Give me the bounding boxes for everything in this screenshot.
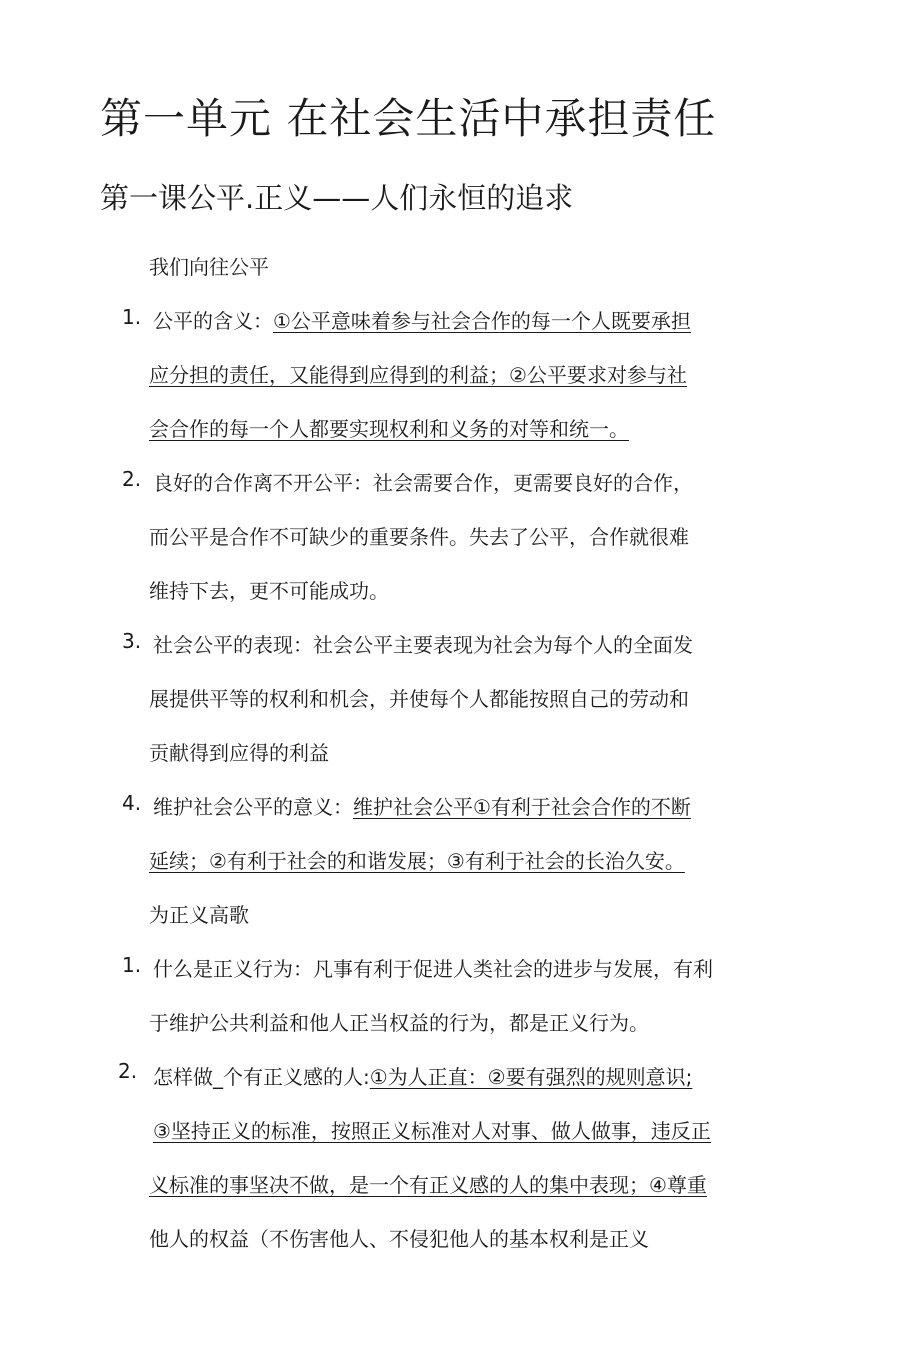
text-line: ③坚持正义的标准，按照正义标准对人对事、做人做事，违反正 [153,1119,711,1143]
list-number: 2. [118,1059,138,1083]
text-line: 会合作的每一个人都要实现权利和义务的对等和统一。 [149,417,629,441]
text-line: 社会公平的表现：社会公平主要表现为社会为每个人的全面发 [153,633,693,657]
text-line: 维持下去，更不可能成功。 [149,579,389,603]
text-line: 义标准的事坚决不做，是一个有正义感的人的集中表现；④尊重 [149,1173,707,1197]
list-number: 2. [122,467,142,491]
text-line: 良好的合作离不开公平：社会需要合作，更需要良好的合作， [153,471,693,495]
text-line: 怎样做_个有正义感的人:①为人正直：②要有强烈的规则意识; [153,1065,693,1089]
text-line: 贡献得到应得的利益 [149,741,329,765]
text-line: 维护社会公平的意义：维护社会公平①有利于社会合作的不断 [153,795,691,819]
text-line: 公平的含义：①公平意味着参与社会合作的每一个人既要承担 [153,309,691,333]
section-heading-justice: 为正义高歌 [149,903,249,927]
list-number: 4. [122,791,142,815]
section-heading-fairness: 我们向往公平 [149,255,269,279]
lesson-title: 第一课公平.正义——人们永恒的追求 [100,181,574,215]
text-line: 他人的权益（不伤害他人、不侵犯他人的基本权利是正义 [149,1227,649,1251]
text-line: 于维护公共利益和他人正当权益的行为，都是正义行为。 [149,1011,649,1035]
text-line: 展提供平等的权利和机会，并使每个人都能按照自己的劳动和 [149,687,689,711]
list-number: 1. [122,305,142,329]
list-number: 1. [122,953,142,977]
text-line: 什么是正义行为：凡事有利于促进人类社会的进步与发展，有利 [153,957,713,981]
text-line: 而公平是合作不可缺少的重要条件。失去了公平，合作就很难 [149,525,689,549]
list-number: 3. [122,629,142,653]
text-line: 延续；②有利于社会的和谐发展；③有利于社会的长治久安。 [149,849,685,873]
unit-title: 第一单元 在社会生活中承担责任 [100,94,717,143]
text-line: 应分担的责任，又能得到应得到的利益；②公平要求对参与社 [149,363,687,387]
